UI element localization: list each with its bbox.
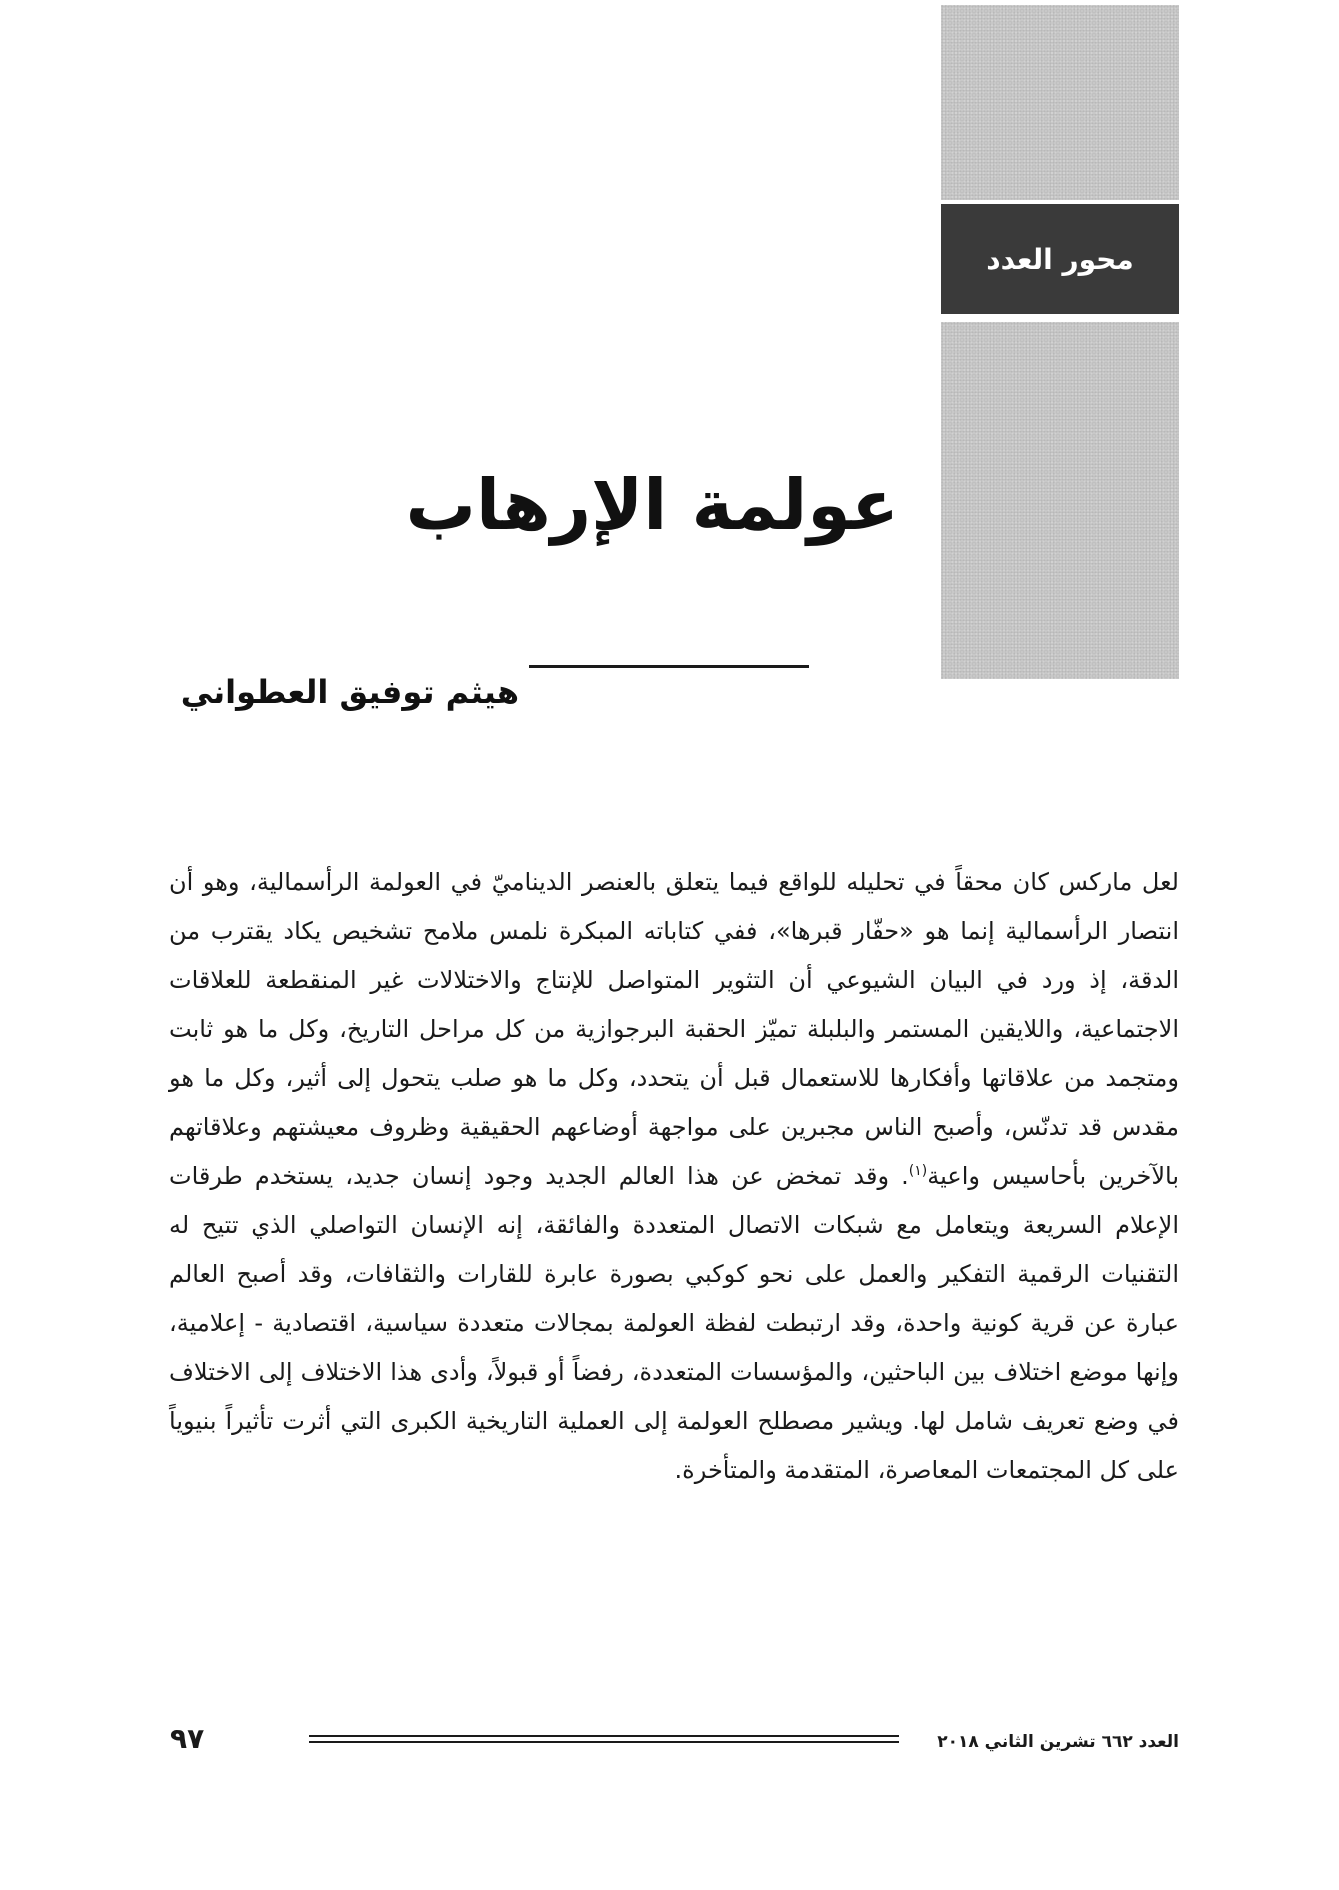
article-title: عولمة الإرهاب xyxy=(405,464,899,546)
article-body xyxy=(169,858,1179,1678)
author-divider xyxy=(529,665,809,668)
section-tag: محور العدد xyxy=(941,204,1179,314)
article-paragraph xyxy=(169,858,1179,1495)
body-text-main: لعل ماركس كان محقاً في تحليله للواقع فيما يتعلق بالعنصر الديناميّ في العولمة الرأسمالية، وهو أن انتصار الرأسمالية إنما هو «حفّار قبرها»، ففي كتاباته المبكرة نلمس ملامح تشخيص يكاد يقترب من الدقة، إذ ورد في البيان الشيوعي أن التثوير المتواصل للإنتاج والاختلالات غير المنقطعة للعلاقات الاجتماعية، واللايقين المستمر والبلبلة تميّز الحقبة البرجوازية من كل مراحل التاريخ، وكل ما هو ثابت ومتجمد من علاقاتها وأفكارها للاستعمال قبل أن يتحدد، وكل ما هو صلب يتحول إلى أثير، وكل ما هو مقدس قد تدنّس، وأصبح الناس مجبرين على مواجهة أوضاعهم الحقيقية وظروف معيشتهم وعلاقاتهم بالآخرين بأحاسيس واعية xyxy=(169,868,1179,1190)
page-number: ٩٧ xyxy=(170,1722,205,1755)
decorative-gray-block-top xyxy=(941,5,1179,200)
body-text-rest: . وقد تمخض عن هذا العالم الجديد وجود إنسان جديد، يستخدم طرقات الإعلام السريعة ويتعامل مع شبكات الاتصال المتعددة والفائقة، إنه الإنسان التواصلي الذي تتيح له التقنيات الرقمية التفكير والعمل على نحو كوكبي بصورة عابرة للقارات والثقافات، وقد أصبح العالم عبارة عن قرية كونية واحدة، وقد ارتبطت لفظة العولمة بمجالات متعددة سياسية، اقتصادية - إعلامية، وإنها موضع اختلاف بين الباحثين، والمؤسسات المتعددة، رفضاً أو قبولاً، وأدى هذا الاختلاف إلى الاختلاف في وضع تعريف شامل لها. ويشير مصطلح العولمة إلى العملية التاريخية الكبرى التي أثرت تأثيراً بنيوياً على كل المجتمعات المعاصرة، المتقدمة والمتأخرة. xyxy=(169,1162,1179,1484)
footer-issue-info: العدد ٦٦٢ تشرين الثاني ٢٠١٨ xyxy=(937,1732,1179,1752)
footer-divider xyxy=(309,1735,899,1743)
footnote-reference[interactable]: (١) xyxy=(908,1163,928,1179)
decorative-gray-block-bottom xyxy=(941,322,1179,679)
author-name: هيثم توفيق العطواني xyxy=(180,673,519,711)
